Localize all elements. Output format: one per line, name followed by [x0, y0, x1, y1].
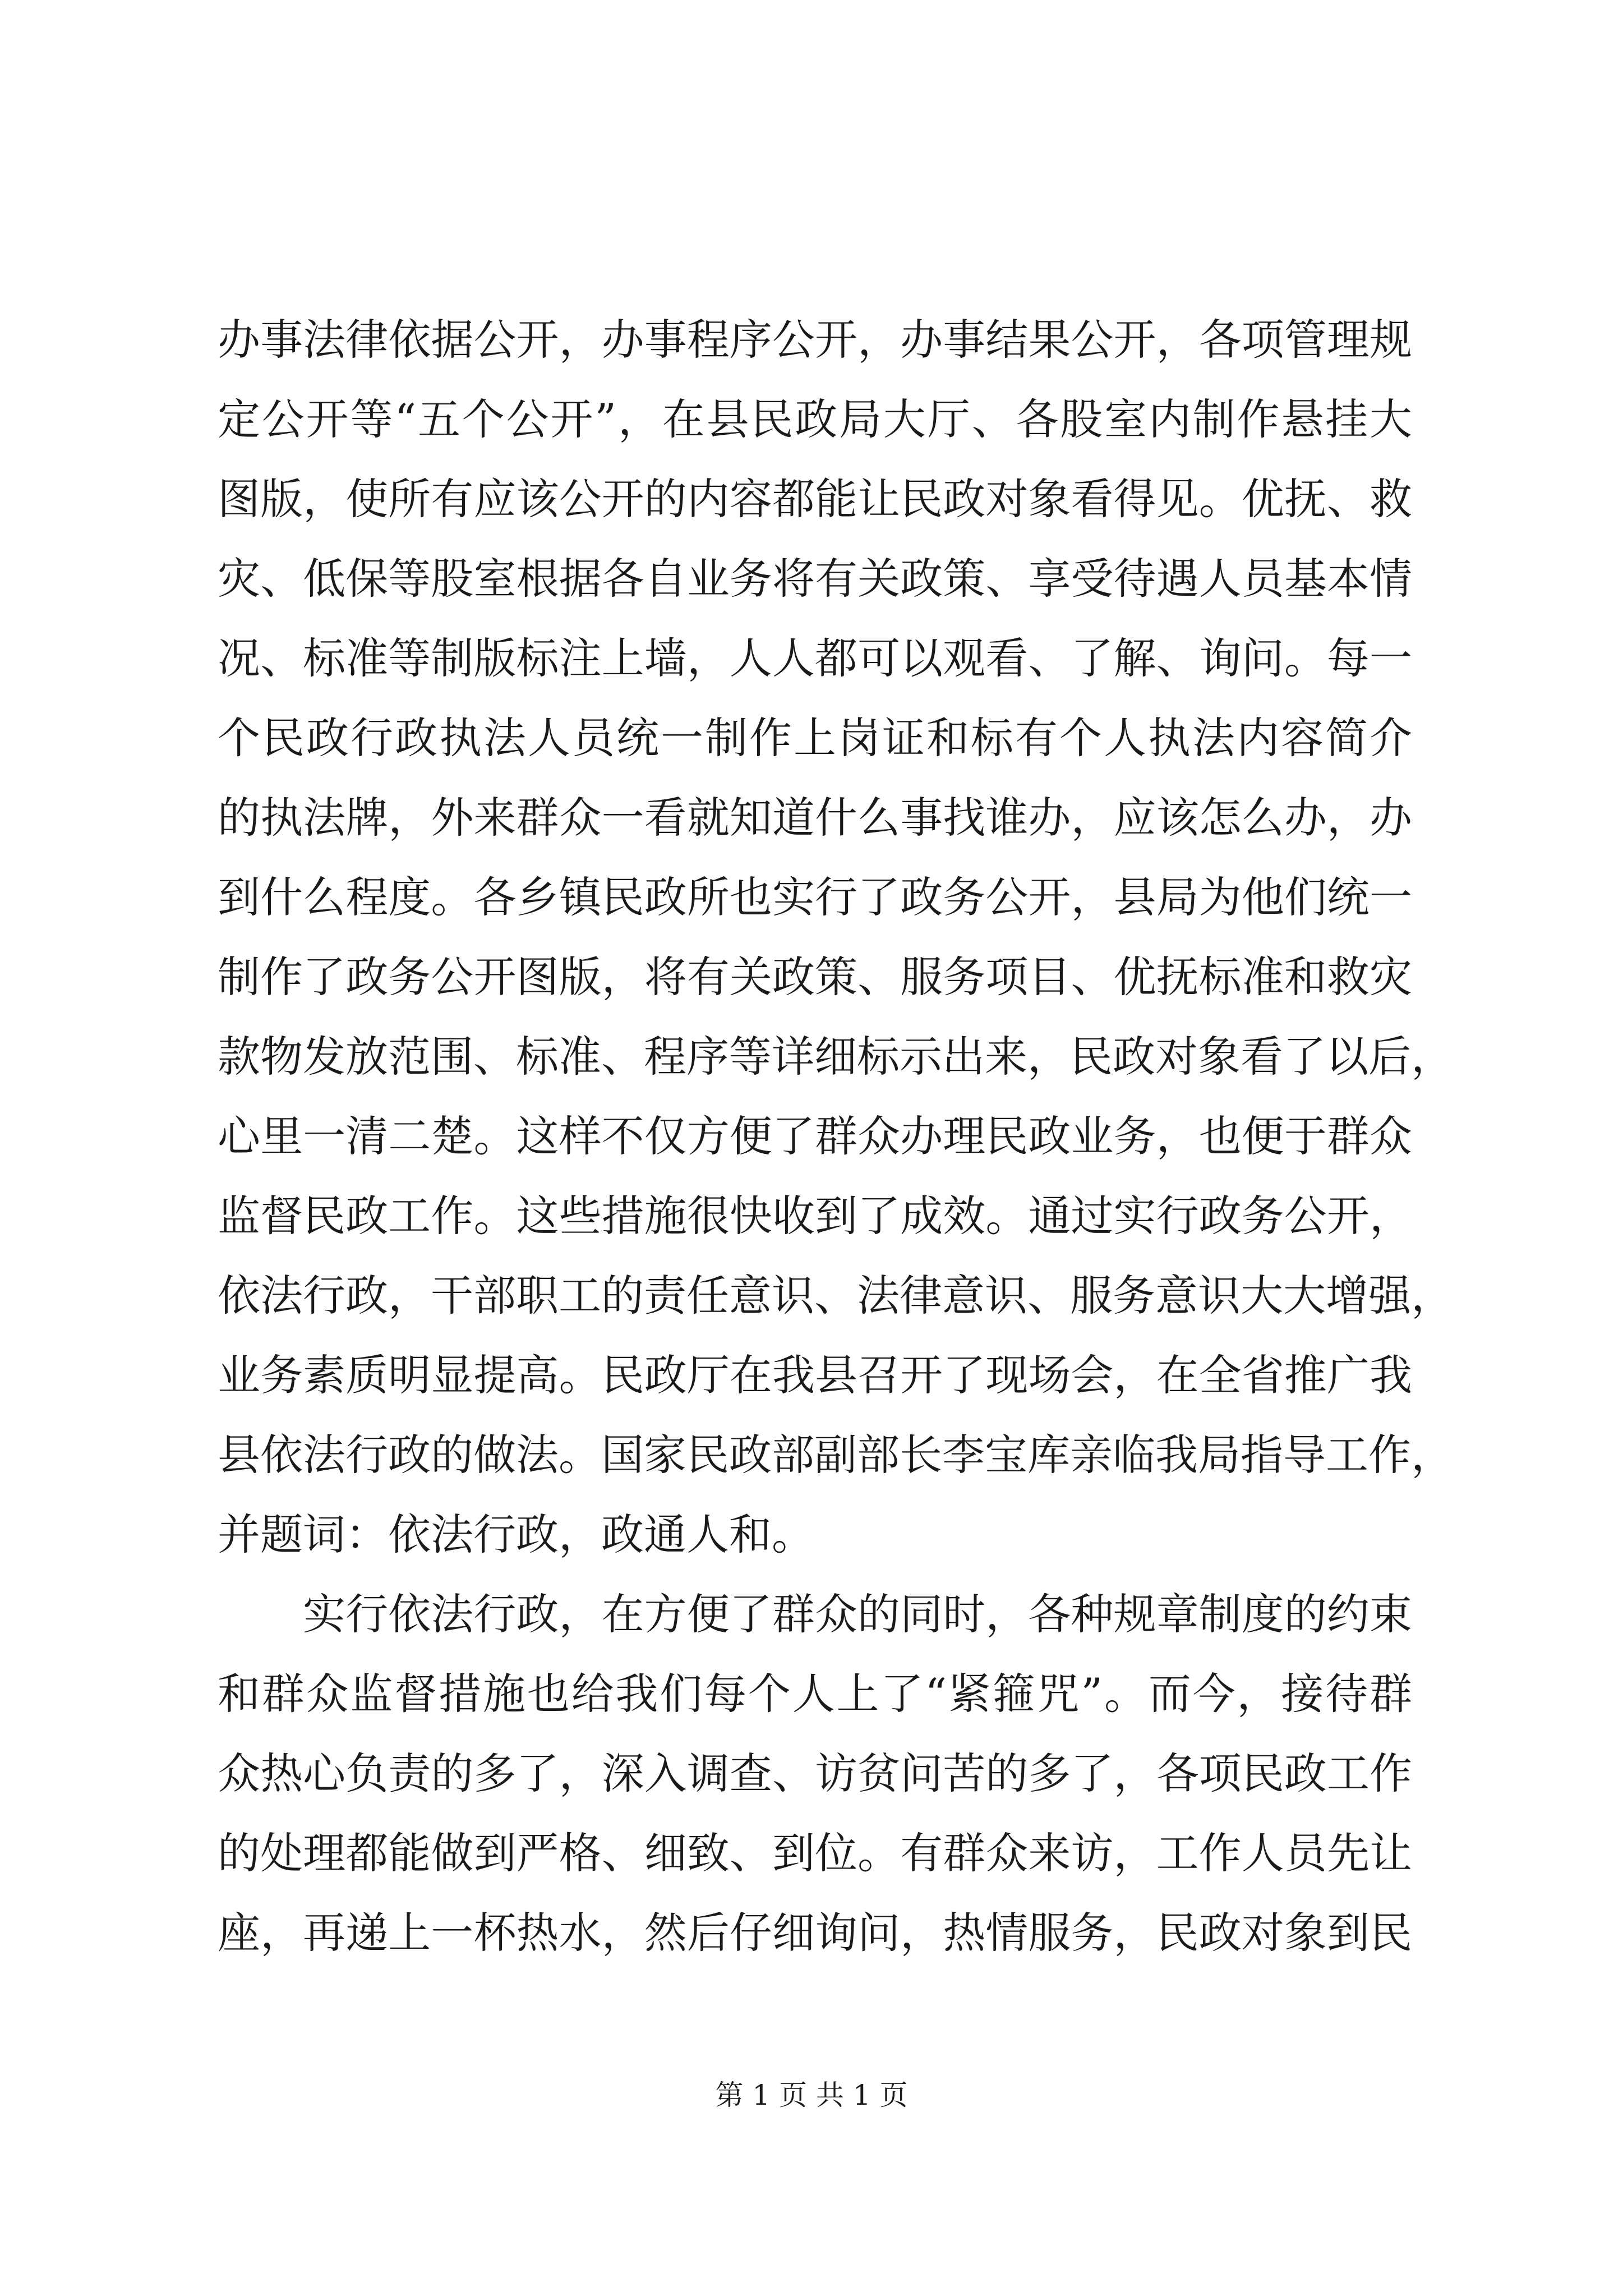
paragraph-1-line-1: 办事法律依据公开，办事程序公开，办事结果公开，各项管理规: [218, 315, 1412, 365]
paragraph-1-line-15: 县依法行政的做法。国家民政部副部长李宝库亲临我局指导工作，: [218, 1430, 1454, 1480]
paragraph-1-line-6: 个民政行政执法人员统一制作上岗证和标有个人执法内容简介: [218, 713, 1412, 763]
paragraph-1-line-12: 监督民政工作。这些措施很快收到了成效。通过实行政务公开，: [218, 1191, 1412, 1241]
paragraph-2-line-5: 座，再递上一杯热水，然后仔细询问，热情服务，民政对象到民: [218, 1908, 1412, 1958]
page-footer: [0, 2078, 1623, 2112]
paragraph-1-line-10: 款物发放范围、标准、程序等详细标示出来，民政对象看了以后，: [218, 1032, 1454, 1082]
paragraph-1-line-4: 灾、低保等股室根据各自业务将有关政策、享受待遇人员基本情: [218, 554, 1412, 604]
paragraph-1-line-11: 心里一清二楚。这样不仅方便了群众办理民政业务，也便于群众: [218, 1111, 1412, 1161]
paragraph-2-line-3: 众热心负责的多了，深入调查、访贫问苦的多了，各项民政工作: [218, 1749, 1412, 1798]
document-body: [218, 300, 1454, 1973]
paragraph-2-line-1: 实行依法行政，在方便了群众的同时，各种规章制度的约束: [303, 1589, 1412, 1639]
paragraph-1-line-8: 到什么程度。各乡镇民政所也实行了政务公开，县局为他们统一: [218, 872, 1412, 922]
paragraph-2-line-2: 和群众监督措施也给我们每个人上了“紧箍咒”。而今，接待群: [218, 1669, 1412, 1719]
paragraph-1-line-3: 图版，使所有应该公开的内容都能让民政对象看得见。优抚、救: [218, 474, 1412, 524]
paragraph-1-line-16: 并题词：依法行政，政通人和。: [218, 1510, 814, 1559]
paragraph-1-line-13: 依法行政，干部职工的责任意识、法律意识、服务意识大大增强，: [218, 1271, 1454, 1320]
paragraph-1-line-2: 定公开等“五个公开”，在县民政局大厅、各股室内制作悬挂大: [218, 394, 1412, 444]
paragraph-1-line-7: 的执法牌，外来群众一看就知道什么事找谁办，应该怎么办，办: [218, 793, 1412, 843]
paragraph-1-line-5: 况、标准等制版标注上墙，人人都可以观看、了解、询问。每一: [218, 633, 1412, 683]
page-number-label: 第 1 页 共 1 页: [715, 2079, 908, 2111]
paragraph-1-line-9: 制作了政务公开图版，将有关政策、服务项目、优抚标准和救灾: [218, 952, 1412, 1002]
paragraph-2-line-4: 的处理都能做到严格、细致、到位。有群众来访，工作人员先让: [218, 1828, 1412, 1878]
paragraph-1-line-14: 业务素质明显提高。民政厅在我县召开了现场会，在全省推广我: [218, 1350, 1412, 1400]
